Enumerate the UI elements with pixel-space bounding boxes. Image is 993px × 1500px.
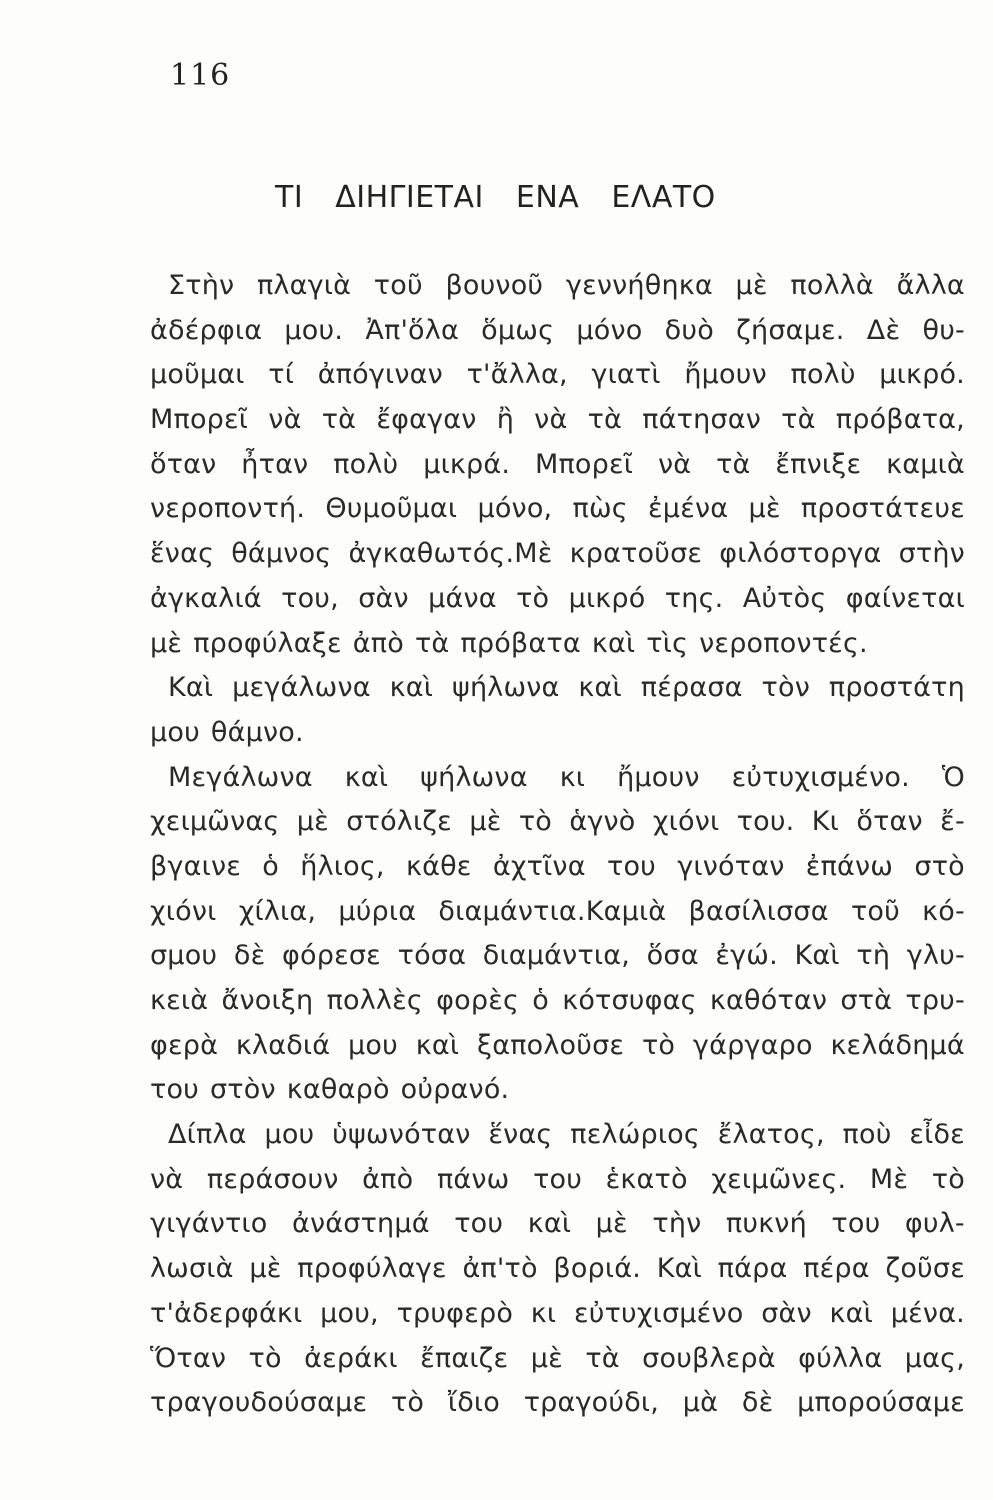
text-line: μοῦμαι τί ἀπόγιναν τ'ἄλλα, γιατὶ ἤμουν πολὺ μικρό. xyxy=(150,359,965,391)
text-line: χειμῶνας μὲ στόλιζε μὲ τὸ ἁγνὸ χιόνι του. Κι ὅταν ἔ- xyxy=(150,806,965,838)
text-line: Καὶ μεγάλωνα καὶ ψήλωνα καὶ πέρασα τὸν προστάτη xyxy=(168,672,965,704)
text-line: μου θάμνο. xyxy=(150,716,304,748)
text-line: σμου δὲ φόρεσε τόσα διαμάντια, ὅσα ἐγώ. Καὶ τὴ γλυ- xyxy=(150,940,965,972)
text-line: Μεγάλωνα καὶ ψήλωνα κι ἤμουν εὐτυχισμένο. Ὁ xyxy=(168,761,965,793)
text-line: νεροποντή. Θυμοῦμαι μόνο, πὼς ἐμένα μὲ προστάτευε xyxy=(150,493,965,525)
text-line: Δίπλα μου ὑψωνόταν ἕνας πελώριος ἔλατος, ποὺ εἶδε xyxy=(168,1119,965,1151)
text-line: τ'ἀδερφάκι μου, τρυφερὸ κι εὐτυχισμένο σὰν καὶ μένα. xyxy=(150,1297,965,1329)
text-line: Ὅταν τὸ ἀεράκι ἔπαιζε μὲ τὰ σουβλερὰ φύλλα μας, xyxy=(150,1342,965,1374)
body-text xyxy=(150,264,965,1426)
text-line: γιγάντιο ἀνάστημά του καὶ μὲ τὴν πυκνή του φυλ- xyxy=(150,1208,965,1240)
text-line: ἀγκαλιά του, σὰν μάνα τὸ μικρό της. Αὐτὸς φαίνεται xyxy=(150,582,965,614)
text-line: Μπορεῖ νὰ τὰ ἔφαγαν ἢ νὰ τὰ πάτησαν τὰ πρόβατα, xyxy=(150,404,965,436)
text-line: λωσιὰ μὲ προφύλαγε ἀπ'τὸ βοριά. Καὶ πάρα πέρα ζοῦσε xyxy=(150,1253,965,1285)
text-line: του στὸν καθαρὸ οὐρανό. xyxy=(150,1074,510,1106)
text-line: ἀδέρφια μου. Ἀπ'ὅλα ὅμως μόνο δυὸ ζήσαμε. Δὲ θυ- xyxy=(150,314,965,346)
text-line: νὰ περάσουν ἀπὸ πάνω του ἑκατὸ χειμῶνες. Μὲ τὸ xyxy=(150,1163,965,1195)
page-number: 116 xyxy=(170,58,231,93)
text-line: φερὰ κλαδιά μου καὶ ξαπολοῦσε τὸ γάργαρο κελάδημά xyxy=(150,1029,965,1061)
text-line: τραγουδούσαμε τὸ ἴδιο τραγούδι, μὰ δὲ μπορούσαμε xyxy=(150,1387,965,1419)
text-line: ὅταν ἦταν πολὺ μικρά. Μπορεῖ νὰ τὰ ἔπνιξε καμιὰ xyxy=(150,448,965,480)
text-line: μὲ προφύλαξε ἀπὸ τὰ πρόβατα καὶ τὶς νεροποντές. xyxy=(150,627,868,659)
text-line: βγαινε ὁ ἥλιος, κάθε ἀχτῖνα του γινόταν ἐπάνω στὸ xyxy=(150,850,965,882)
text-line: ἕνας θάμνος ἀγκαθωτός.Μὲ κρατοῦσε φιλόστοργα στὴν xyxy=(150,538,965,570)
chapter-title: ΤΙ ΔΙΗΓΙΕΤΑΙ ΕΝΑ ΕΛΑΤΟ xyxy=(275,180,716,215)
text-line: κειὰ ἄνοιξη πολλὲς φορὲς ὁ κότσυφας καθόταν στὰ τρυ- xyxy=(150,985,965,1016)
text-line: Στὴν πλαγιὰ τοῦ βουνοῦ γεννήθηκα μὲ πολλὰ ἄλλα xyxy=(168,270,965,301)
text-line: χιόνι χίλια, μύρια διαμάντια.Καμιὰ βασίλισσα τοῦ κό- xyxy=(150,895,965,927)
